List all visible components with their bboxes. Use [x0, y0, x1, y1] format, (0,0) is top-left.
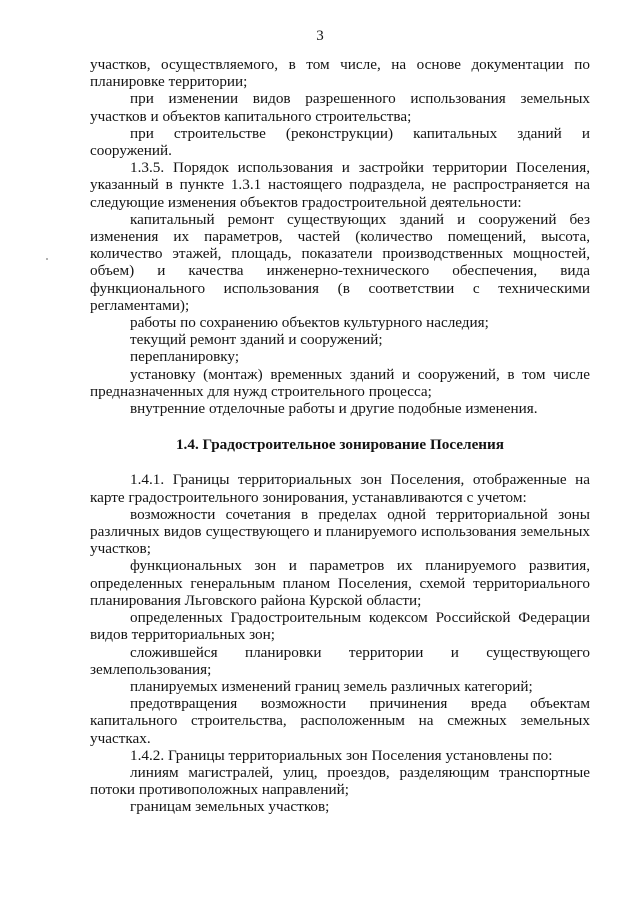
section-heading: 1.4. Градостроительное зонирование Поселения: [175, 436, 505, 454]
paragraph: при изменении видов разрешенного использования земельных участков и объектов капитального строительства;: [90, 90, 590, 125]
paragraph: 1.4.2. Границы территориальных зон Поселения установлены по:: [130, 746, 553, 764]
paragraph: возможности сочетания в пределах одной территориальной зоны различных видов существующего и планируемого использования земельных участков;: [90, 505, 590, 558]
page-number: 3: [316, 28, 324, 44]
paragraph: функциональных зон и параметров их планируемого развития, определенных генеральным планом Поселения, схемой территориального планирования Льговского района Курской области;: [90, 557, 590, 609]
section-1-4: [90, 471, 590, 815]
paragraph: текущий ремонт зданий и сооружений;: [130, 331, 383, 349]
paragraph: определенных Градостроительным кодексом Российской Федерации видов территориальных зон;: [90, 609, 590, 644]
document-body: [90, 56, 590, 816]
section-1-3: [90, 56, 590, 417]
paragraph: 1.4.1. Границы территориальных зон Поселения, отображенные на карте градостроительного зонирования, устанавливаются с учетом:: [90, 471, 590, 506]
paragraph: установку (монтаж) временных зданий и сооружений, в том числе предназначенных для нужд строительного процесса;: [90, 365, 590, 400]
paragraph: планируемых изменений границ земель различных категорий;: [130, 677, 533, 695]
paragraph: внутренние отделочные работы и другие подобные изменения.: [130, 400, 538, 418]
paragraph: перепланировку;: [130, 348, 240, 366]
paragraph: предотвращения возможности причинения вреда объектам капитального строительства, расположенным на смежных земельных участках.: [90, 695, 590, 747]
paragraph: линиям магистралей, улиц, проездов, разделяющим транспортные потоки противоположных направлений;: [90, 763, 590, 799]
paragraph: границам земельных участков;: [130, 798, 330, 816]
paragraph: 1.3.5. Порядок использования и застройки территории Поселения, указанный в пункте 1.3.1 настоящего подраздела, не распространяется на следующие изменения объектов градостроительной деятельности:: [90, 159, 590, 211]
scan-speck: [46, 258, 48, 260]
paragraph: участков, осуществляемого, в том числе, на основе документации по планировке территории;: [90, 56, 590, 91]
paragraph: при строительстве (реконструкции) капитальных зданий и сооружений.: [90, 124, 590, 160]
paragraph: сложившейся планировки территории и существующего землепользования;: [90, 643, 590, 678]
paragraph: работы по сохранению объектов культурного наследия;: [130, 314, 489, 332]
paragraph: капитальный ремонт существующих зданий и сооружений без изменения их параметров, частей (количество помещений, высота, количество этажей, площадь, показатели производственных мощностей, объем) и качества инженерно-технического обеспечения, вида функционального использования (в соответствии с техническими регламентами);: [90, 210, 590, 314]
